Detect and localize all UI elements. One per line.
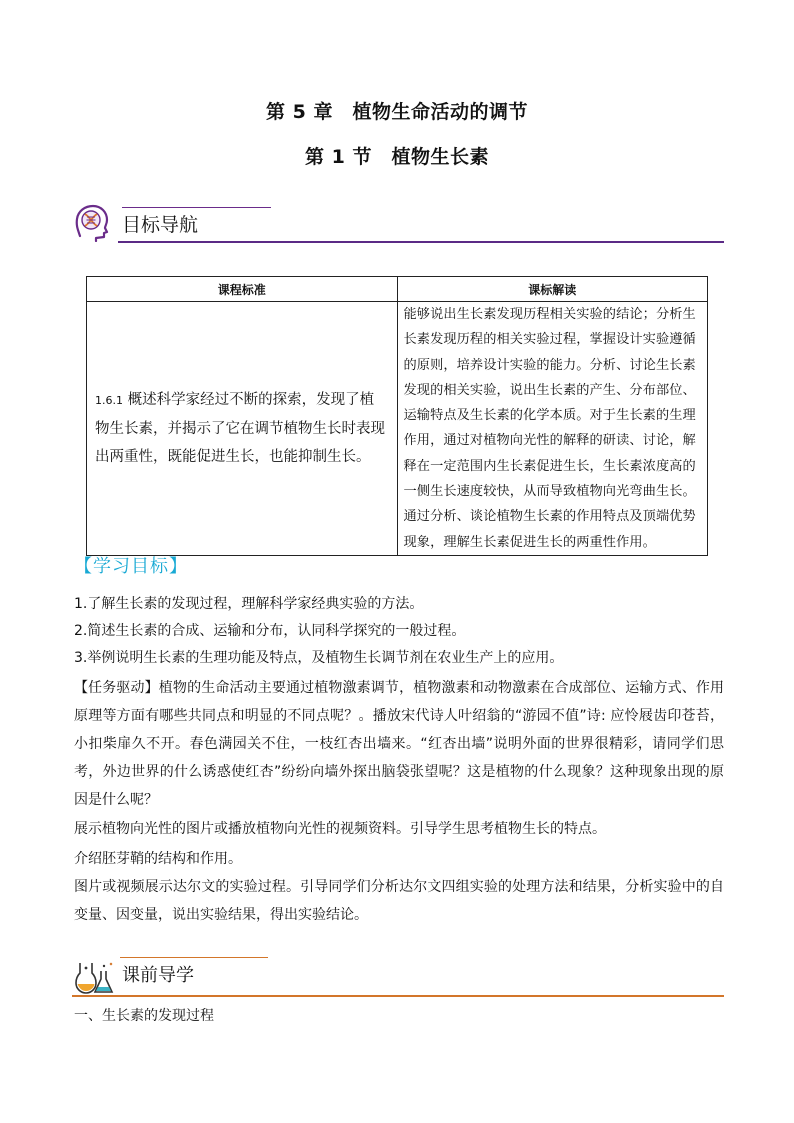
heading-bottom-rule xyxy=(72,995,724,997)
table-header-row xyxy=(87,277,708,302)
interpretation-cell: 能够说出生长素发现历程相关实验的结论；分析生长素发现历程的相关实验过程，掌握设计实验遵循的原则，培养设计实验的能力。分析、讨论生长素发现的相关实验，说出生长素的产生、分布部位、运输特点及生长素的化学本质。对于生长素的生理作用，通过对植物向光性的解释的研读、讨论，解释在一定范围内生长素促进生长，生长素浓度高的一侧生长速度较快，从而导致植物向光弯曲生长。通过分析、谈论植物生长素的作用特点及顶端优势现象，理解生长素促进生长的两重性作用。 xyxy=(397,302,708,556)
header-curriculum-standard: 课程标准 xyxy=(87,277,398,302)
task-driven-paragraph: 【任务驱动】植物的生命活动主要通过植物激素调节，植物激素和动物激素在合成部位、运输方式、作用原理等方面有哪些共同点和明显的不同点呢？。播放宋代诗人叶绍翁的“游园不值”诗: 应怜屐齿印苍苔，小扣柴扉久不开。春色满园关不住，一枝红杏出墙来。“红杏出墙”说明外面的世界很精彩，请同学们思考，外边世界的什么诱惑使红杏”纷纷向墙外探出脑袋张望呢？这是植物的什么现象？这种现象出现的原因是什么呢？ xyxy=(74,680,724,808)
pre-class-guide-title: 课前导学 xyxy=(122,965,194,986)
goal-navigation-heading xyxy=(72,200,724,244)
chapter-title: 第 5 章 植物生命活动的调节 xyxy=(266,101,528,123)
header-standard-interpretation: 课标解读 xyxy=(397,277,708,302)
heading-top-rule xyxy=(122,207,271,208)
lab-flask-icon xyxy=(74,959,118,995)
learning-goal-item: 3.举例说明生长素的生理功能及特点，及植物生长调节剂在农业生产上的应用。 xyxy=(74,650,564,666)
standard-cell xyxy=(87,302,398,556)
pre-class-guide-heading xyxy=(72,953,724,997)
learning-goal-item: 2.简述生长素的合成、运输和分布，认同科学探究的一般过程。 xyxy=(74,623,466,639)
section-title: 第 1 节 植物生长素 xyxy=(305,146,489,168)
subsection-heading: 一、生长素的发现过程 xyxy=(74,1008,214,1024)
learning-goal-item: 1.了解生长素的发现过程，理解科学家经典实验的方法。 xyxy=(74,596,424,612)
body-paragraph: 展示植物向光性的图片或播放植物向光性的视频资料。引导学生思考植物生长的特点。 xyxy=(74,821,606,837)
standard-number: 1.6.1 xyxy=(95,393,123,407)
head-dna-icon xyxy=(72,202,112,242)
heading-bottom-rule xyxy=(118,241,724,243)
table-row xyxy=(87,302,708,556)
body-paragraph: 图片或视频展示达尔文的实验过程。引导同学们分析达尔文四组实验的处理方法和结果，分析实验中的自变量、因变量，说出实验结果，得出实验结论。 xyxy=(74,879,724,923)
body-paragraph: 介绍胚芽鞘的结构和作用。 xyxy=(74,851,242,867)
standard-text: 概述科学家经过不断的探索，发现了植物生长素，并揭示了它在调节植物生长时表现出两重性，既能促进生长，也能抑制生长。 xyxy=(95,391,385,465)
curriculum-table xyxy=(86,276,708,556)
goal-navigation-title: 目标导航 xyxy=(122,214,199,236)
heading-top-rule xyxy=(120,957,268,958)
learning-goals-heading: 【学习目标】 xyxy=(74,556,188,577)
